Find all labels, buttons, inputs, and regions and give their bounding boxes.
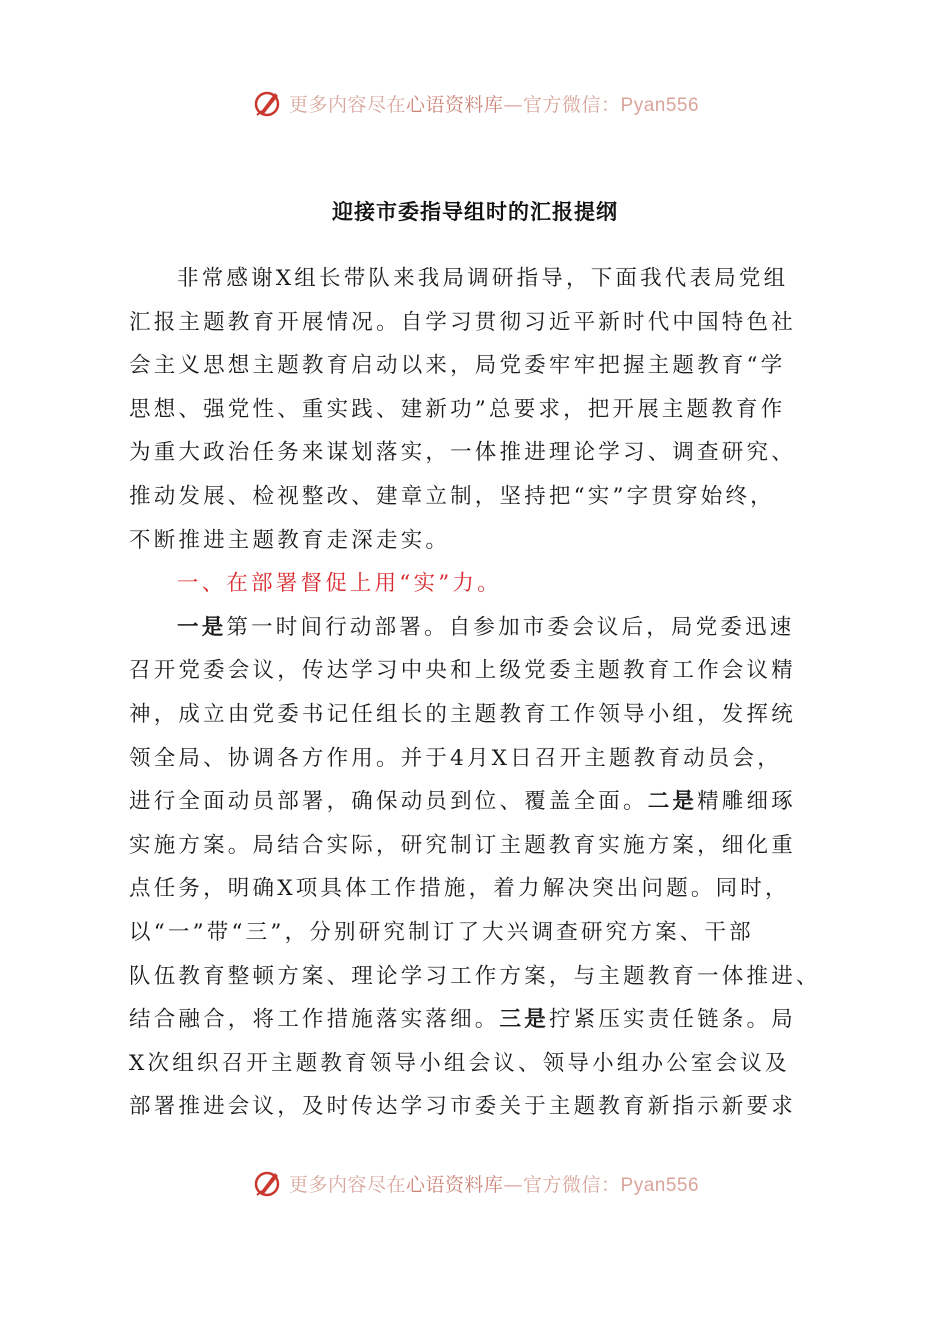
paragraph-line: 点任务，明确X项具体工作措施，着力解决突出问题。同时， — [129, 876, 790, 902]
bold-marker: 三是 — [499, 1007, 549, 1033]
document-body — [129, 257, 829, 1129]
watermark-banner-top — [0, 85, 950, 121]
paragraph-line: 进行全面动员部署，确保动员到位、覆盖全面。二是精雕细琢 — [129, 789, 796, 815]
paragraph-line: 不断推进主题教育走深走实。 — [129, 527, 451, 553]
paragraph-line: 思想、强党性、重实践、建新功”总要求，把开展主题教育作 — [129, 396, 786, 422]
paragraph-line: 领全局、协调各方作用。并于4月X日召开主题教育动员会， — [129, 745, 782, 771]
paragraph-line: 召开党委会议，传达学习中央和上级党委主题教育工作会议精 — [129, 658, 796, 684]
paragraph-line: 神，成立由党委书记任组长的主题教育工作领导小组，发挥统 — [129, 701, 796, 727]
paragraph-line: 汇报主题教育开展情况。自学习贯彻习近平新时代中国特色社 — [129, 309, 796, 335]
paragraph-line: 结合融合，将工作措施落实落细。三是拧紧压实责任链条。局 — [129, 1007, 796, 1033]
watermark-text: 更多内容尽在心语资料库—官方微信：Pyan556 — [288, 1173, 700, 1196]
paragraph-line: 推动发展、检视整改、建章立制，坚持把“实”字贯穿始终， — [129, 483, 775, 509]
paragraph-line: 部署推进会议，及时传达学习市委关于主题教育新指示新要求 — [129, 1094, 796, 1120]
paragraph-line: 一是第一时间行动部署。自参加市委会议后，局党委迅速 — [177, 614, 795, 640]
paragraph-line: X次组织召开主题教育领导小组会议、领导小组办公室会议及 — [129, 1050, 790, 1076]
quill-logo-icon — [251, 1167, 283, 1199]
bold-marker: 一是 — [177, 614, 227, 640]
paragraph-line: 实施方案。局结合实际，研究制订主题教育实施方案，细化重 — [129, 832, 796, 858]
section-heading: 一、在部署督促上用“实”力。 — [177, 571, 502, 597]
bold-marker: 二是 — [647, 789, 698, 815]
paragraph-line: 以“一”带“三”，分别研究制订了大兴调查研究方案、干部 — [129, 919, 754, 945]
quill-logo-icon — [251, 87, 283, 119]
paragraph-line: 为重大政治任务来谋划落实，一体推进理论学习、调查研究、 — [129, 440, 796, 466]
paragraph-line: 非常感谢X组长带队来我局调研指导，下面我代表局党组 — [177, 266, 789, 291]
paragraph-line: 会主义思想主题教育启动以来，局党委牢牢把握主题教育“学 — [129, 353, 786, 379]
watermark-banner-bottom — [0, 1165, 950, 1201]
document-title: 迎接市委指导组时的汇报提纲 — [332, 200, 618, 224]
paragraph-line: 队伍教育整顿方案、理论学习工作方案，与主题教育一体推进、 — [129, 963, 821, 989]
watermark-text: 更多内容尽在心语资料库—官方微信：Pyan556 — [288, 93, 700, 116]
